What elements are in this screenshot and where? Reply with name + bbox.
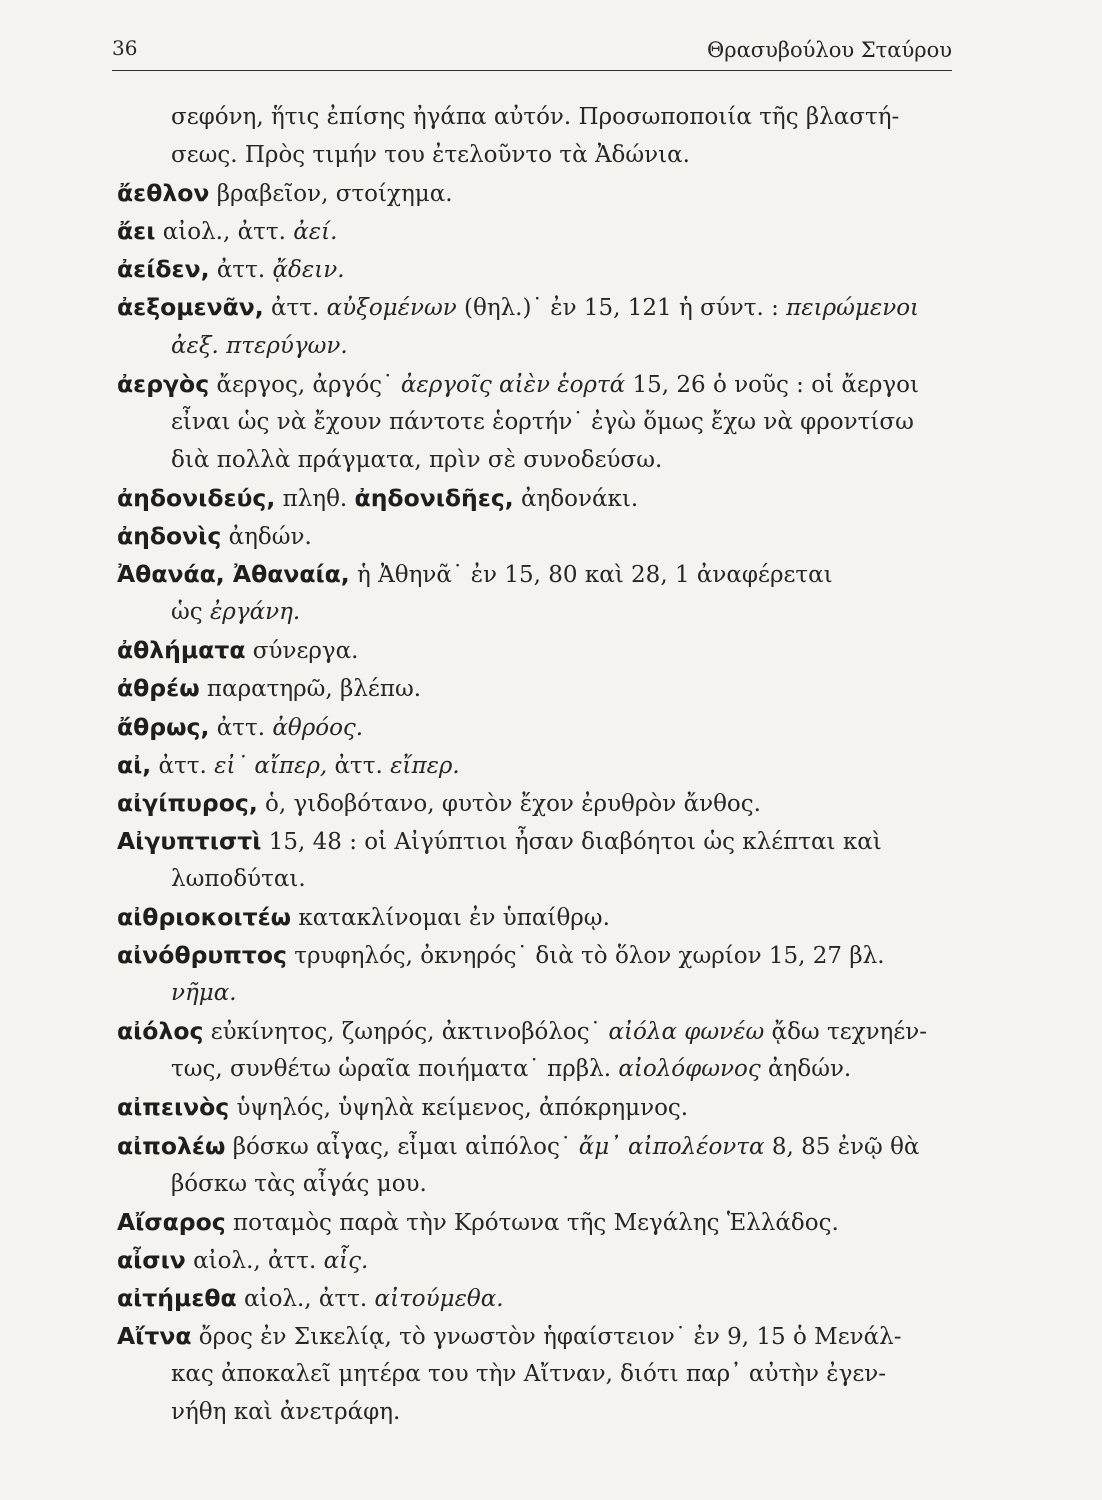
definition-text: νήθη καὶ ἀνετράφη. [171, 1399, 401, 1426]
definition-text: (θηλ.)˙ ἐν 15, 121 ἡ σύντ. : [456, 295, 787, 322]
definition-text: ἀττ. [151, 752, 215, 779]
headword: ἄεθλον [117, 179, 210, 208]
entry-line [117, 669, 952, 707]
definition-text: αἰολ., ἀττ. [236, 1285, 375, 1312]
definition-text: λωποδύται. [171, 865, 306, 892]
definition-text: σύνεργα. [245, 638, 359, 665]
headword: Αἴτνα [117, 1322, 192, 1350]
entry-line [117, 288, 952, 326]
definition-text: 15, 48 : οἱ Αἰγύπτιοι ἦσαν διαβόητοι ὡς κλέπται καὶ [261, 828, 882, 855]
entry-continuation-line [117, 441, 952, 479]
definition-text: εἶναι ὡς νὰ ἔχουν πάντοτε ἑορτήν˙ ἐγὼ ὅμως ἔχω νὰ φροντίσω [171, 408, 914, 435]
definition-text: αἰολ., ἀττ. [185, 1247, 324, 1274]
entry-line [117, 517, 952, 555]
entry-continuation-line [117, 1050, 952, 1088]
page-number: 36 [112, 36, 138, 60]
definition-text: 15, 26 ὁ νοῦς : οἱ ἄεργοι [625, 371, 919, 398]
entry-line [117, 174, 952, 212]
definition-text: ἀττ. [209, 714, 273, 741]
entry-continuation-line [117, 1355, 952, 1393]
entry-line [117, 212, 952, 250]
headword: ἀηδονὶς [117, 522, 222, 551]
definition-text: ἄεργος, ἀργός˙ [209, 371, 401, 398]
definition-text: ἀηδών. [221, 524, 312, 551]
entry-line [117, 708, 952, 746]
headword: ἄει [117, 217, 156, 246]
italic-citation: εἰ˙ αἴπερ, [214, 752, 328, 779]
entry-line [117, 1127, 952, 1165]
italic-citation: αἷς. [323, 1247, 369, 1274]
definition-text: βόσκω αἶγας, εἶμαι αἰπόλος˙ [225, 1133, 579, 1160]
headword: αἰγίπυρος, [117, 788, 258, 817]
italic-citation: ἐργάνη. [209, 599, 301, 626]
headword: Ἀθανάα, Ἀθαναία, [117, 560, 350, 589]
headword: αἰπολέω [117, 1131, 226, 1160]
running-title: Θρασυβούλου Σταύρου [707, 38, 952, 62]
italic-citation: εἴπερ. [390, 752, 460, 779]
entry-continuation-line [117, 593, 952, 631]
headword: ἀεξομενᾶν, [117, 293, 264, 322]
italic-citation: αὐξομένων [326, 295, 457, 322]
entry-line [117, 784, 952, 822]
entry-line [117, 631, 952, 669]
headword: ἀηδονιδεύς, [117, 483, 276, 512]
entry-line [117, 479, 952, 517]
definition-text: ποταμὸς παρὰ τὴν Κρότωνα τῆς Μεγάλης Ἑλλάδος. [225, 1209, 839, 1236]
definition-text: σεως. Πρὸς τιμήν του ἐτελοῦντο τὰ Ἀδώνια. [171, 142, 690, 169]
italic-citation: ᾄδειν. [272, 257, 345, 284]
italic-citation: ἀεί. [293, 219, 338, 246]
entry-line [117, 1279, 952, 1317]
italic-citation: νῆμα. [171, 980, 237, 1007]
definition-text: τρυφηλός, ὀκνηρός˙ διὰ τὸ ὅλον χωρίον 15, 27 βλ. [286, 943, 885, 970]
italic-citation: αἰόλα φωνέω [608, 1019, 765, 1046]
definition-text: κας ἀποκαλεῖ μητέρα του τὴν Αἴτναν, διότι παρ᾽ αὐτὴν ἐγεν- [171, 1361, 886, 1388]
headword: αἰθριοκοιτέω [117, 902, 292, 931]
definition-text: ὄρος ἐν Σικελίᾳ, τὸ γνωστὸν ἡφαίστειον˙ ἐν 9, 15 ὁ Μενάλ- [191, 1324, 902, 1350]
headword: αἰπεινὸς [117, 1093, 230, 1122]
headword: ἄθρως, [117, 712, 210, 741]
entry-continuation-line [117, 974, 952, 1012]
entry-line [117, 1012, 952, 1050]
entry-line [117, 1088, 952, 1126]
entry-line [117, 1203, 952, 1241]
italic-citation: αἰτούμεθα. [374, 1285, 504, 1312]
entry-line [117, 555, 952, 593]
entry-line [117, 898, 952, 936]
italic-citation: ἀεργοῖς αἰὲν ἑορτά [400, 371, 626, 398]
definition-text: ἀηδών. [760, 1056, 852, 1083]
entry-line [117, 365, 952, 403]
definition-text: ἀττ. [327, 752, 391, 779]
headword: Αἰγυπτιστὶ [117, 826, 262, 855]
definition-text: ὑψηλός, ὑψηλὰ κείμενος, ἀπόκρημνος. [229, 1095, 689, 1122]
entry-continuation-line [117, 98, 952, 136]
definition-text: ἀττ. [263, 295, 327, 322]
entry-line [117, 936, 952, 974]
headword: αἰ, [117, 750, 152, 779]
entry-continuation-line [117, 403, 952, 441]
headword: αἰνόθρυπτος [117, 941, 287, 970]
italic-citation: αἰολόφωνος [618, 1056, 761, 1083]
entry-line [117, 1317, 952, 1355]
definition-text: ὡς [171, 599, 210, 626]
entry-continuation-line [117, 136, 952, 174]
definition-text: ἀττ. [209, 257, 273, 284]
definition-text: τως, συνθέτω ὡραῖα ποιήματα˙ πρβλ. [171, 1056, 619, 1083]
italic-citation: πειρώμενοι [786, 295, 920, 322]
entry-continuation-line [117, 327, 952, 365]
italic-citation: ἀεξ. πτερύγων. [171, 332, 348, 359]
headword: αἰόλος [117, 1017, 204, 1046]
definition-text: ᾄδω τεχνηέν- [764, 1019, 927, 1046]
definition-text: κατακλίνομαι ἐν ὑπαίθρῳ. [291, 904, 610, 931]
definition-text: βόσκω τὰς αἶγάς μου. [171, 1170, 427, 1197]
entry-continuation-line [117, 1393, 952, 1431]
glossary-entries [117, 98, 952, 1431]
headword: ἀεργὸς [117, 369, 210, 398]
definition-text: εὐκίνητος, ζωηρός, ἀκτινοβόλος˙ [203, 1019, 609, 1046]
headword: αἰτήμεθα [117, 1283, 237, 1312]
definition-text: ὁ, γιδοβότανο, φυτὸν ἔχον ἐρυθρὸν ἄνθος. [257, 790, 761, 817]
headword: Αἴσαρος [117, 1207, 226, 1236]
headword: ἀθρέω [117, 674, 200, 703]
definition-text: αἰολ., ἀττ. [155, 219, 294, 246]
definition-text: παρατηρῶ, βλέπω. [199, 676, 422, 703]
entry-continuation-line [117, 860, 952, 898]
headword: ἀηδονιδῆες, [354, 483, 514, 512]
definition-text: σεφόνη, ἥτις ἐπίσης ἠγάπα αὐτόν. Προσωποποιία τῆς βλαστή- [171, 104, 900, 130]
headword: ἀείδεν, [117, 255, 210, 284]
definition-text: διὰ πολλὰ πράγματα, πρὶν σὲ συνοδεύσω. [171, 446, 663, 473]
definition-text: πληθ. [275, 485, 355, 512]
definition-text: ἀηδονάκι. [513, 485, 639, 512]
entry-line [117, 822, 952, 860]
headword: αἶσιν [117, 1245, 186, 1274]
entry-line [117, 1241, 952, 1279]
italic-citation: ἀθρόος. [272, 714, 364, 741]
definition-text: βραβεῖον, στοίχημα. [209, 181, 453, 208]
page-header [112, 36, 952, 71]
entry-line [117, 250, 952, 288]
entry-line [117, 746, 952, 784]
headword: ἀθλήματα [117, 636, 246, 665]
italic-citation: ἄμ᾽ αἰπολέοντα [578, 1133, 765, 1160]
entry-continuation-line [117, 1165, 952, 1203]
definition-text: ἡ Ἀθηνᾶ˙ ἐν 15, 80 καὶ 28, 1 ἀναφέρεται [349, 562, 833, 589]
definition-text: 8, 85 ἐνῷ θὰ [764, 1133, 920, 1160]
